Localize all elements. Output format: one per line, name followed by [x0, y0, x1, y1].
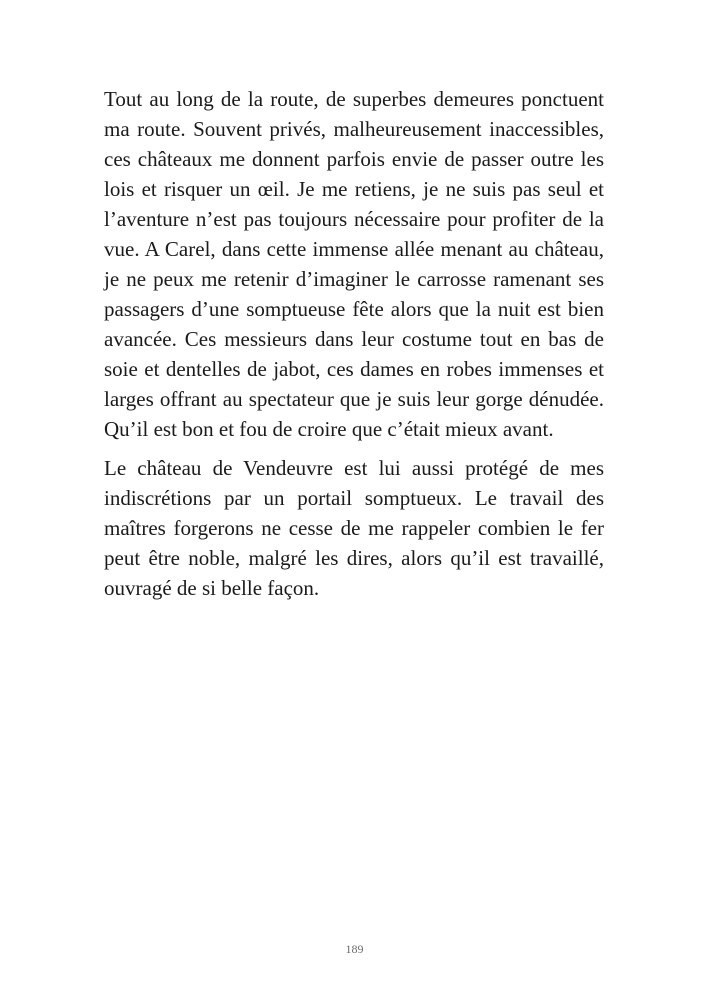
- body-text: [104, 84, 604, 603]
- paragraph-1: Tout au long de la route, de superbes demeures ponctuent ma route. Souvent privés, malheureusement inaccessibles, ces châteaux me donnent parfois envie de passer outre les lois et risquer un œil. Je me retiens, je ne suis pas seul et l’aventure n’est pas toujours nécessaire pour profiter de la vue. A Carel, dans cette immense allée menant au château, je ne peux me retenir d’imaginer le carrosse ramenant ses passagers d’une somptueuse fête alors que la nuit est bien avancée. Ces messieurs dans leur costume tout en bas de soie et dentelles de jabot, ces dames en robes immenses et larges offrant au spectateur que je suis leur gorge dénudée. Qu’il est bon et fou de croire que c’était mieux avant.: [104, 87, 604, 441]
- paragraph-2: Le château de Vendeuvre est lui aussi protégé de mes indiscrétions par un portail somptueux. Le travail des maîtres forgerons ne cesse de me rappeler combien le fer peut être noble, malgré les dires, alors qu’il est travaillé, ouvragé de si belle façon.: [104, 456, 604, 600]
- page-number: 189: [345, 942, 364, 956]
